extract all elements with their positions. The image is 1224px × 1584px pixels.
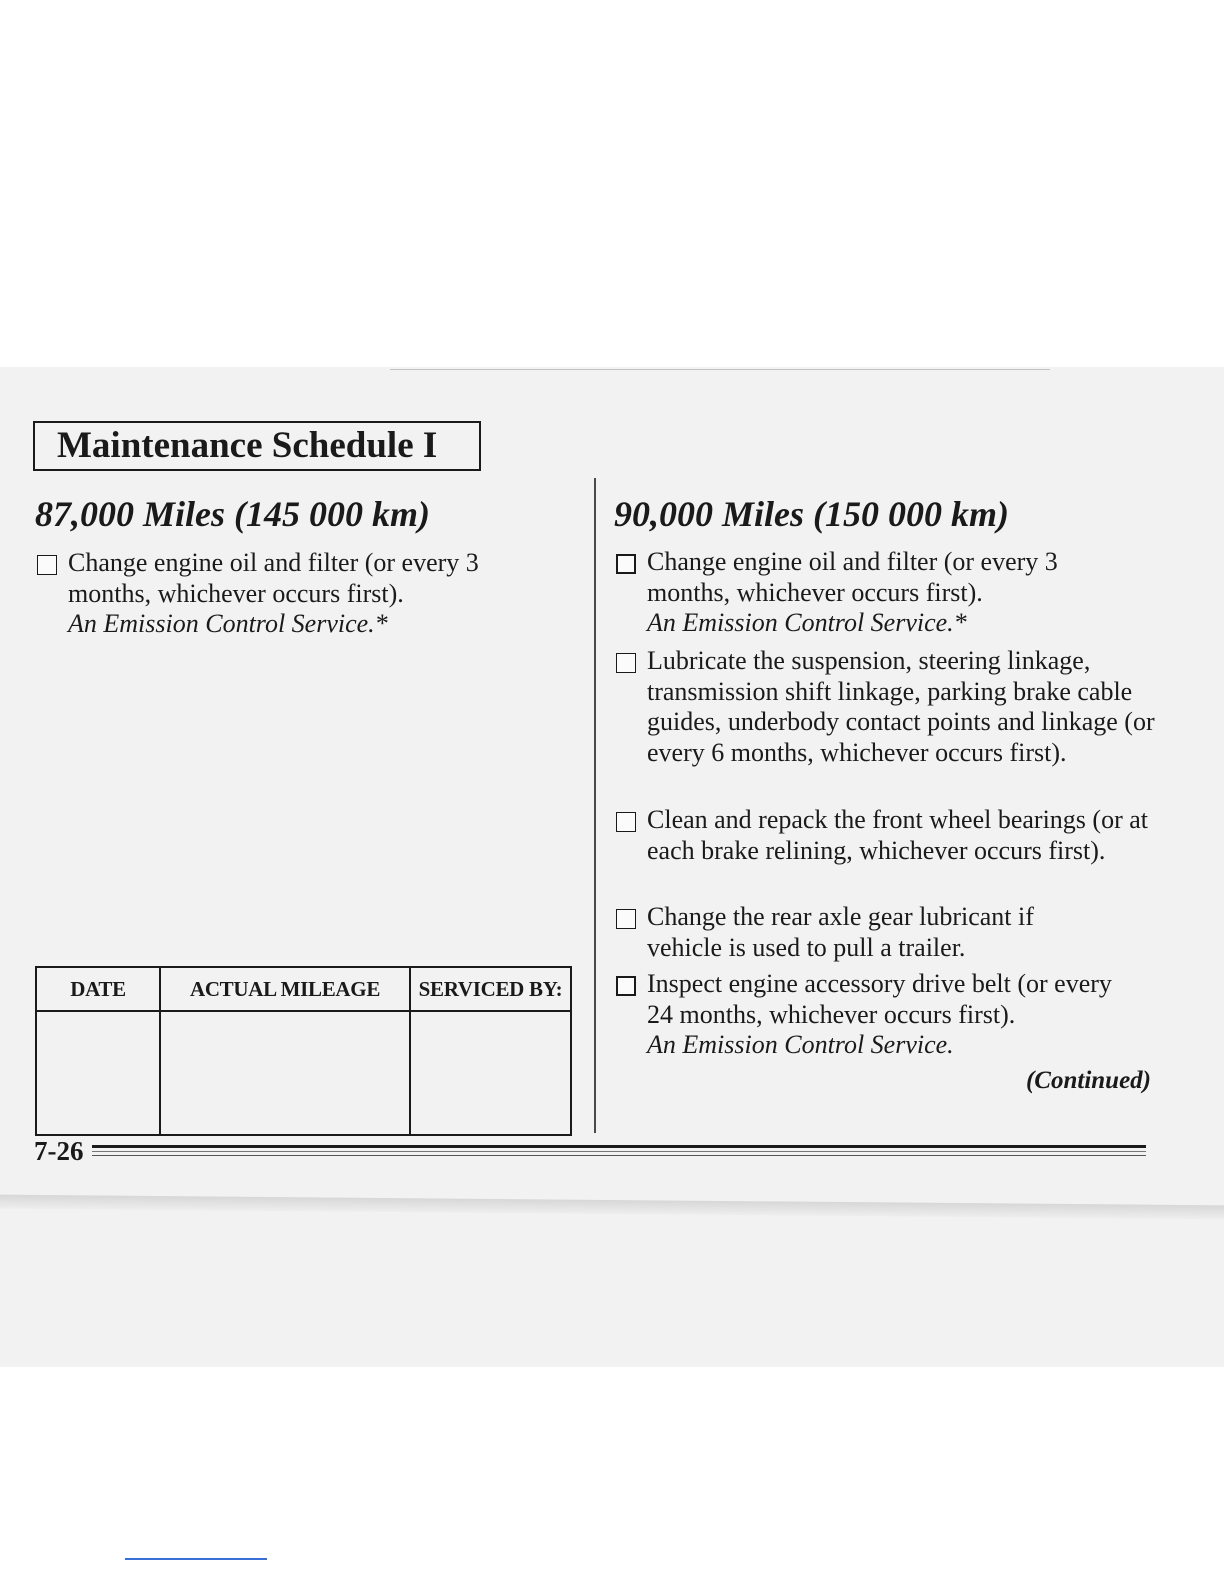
left-section-heading: 87,000 Miles (145 000 km) xyxy=(35,494,430,534)
item-text: Inspect engine accessory drive belt (or every 24 months, whichever occurs first). xyxy=(647,969,1112,1029)
continued-label: (Continued) xyxy=(1025,1067,1151,1094)
checkbox-icon[interactable] xyxy=(616,976,636,996)
footer-rule xyxy=(92,1145,1146,1156)
checkbox-icon[interactable] xyxy=(616,909,636,929)
date-column-header: DATE xyxy=(36,967,160,1011)
right-checklist-item xyxy=(614,646,1159,768)
schedule-title: Maintenance Schedule I xyxy=(33,421,481,471)
item-text: Change engine oil and filter (or every 3 months, whichever occurs first). xyxy=(647,547,1058,607)
actual-mileage-cell[interactable] xyxy=(160,1011,410,1135)
serviced-by-column-header: SERVICED BY: xyxy=(410,967,571,1011)
right-section-heading: 90,000 Miles (150 000 km) xyxy=(614,494,1009,534)
actual-mileage-column-header: ACTUAL MILEAGE xyxy=(160,967,410,1011)
right-checklist-item xyxy=(614,902,1114,963)
page-edge-line xyxy=(390,369,1050,370)
column-divider xyxy=(594,478,596,1133)
page-number: 7-26 xyxy=(34,1136,84,1166)
serviced-by-cell[interactable] xyxy=(410,1011,571,1135)
item-note: An Emission Control Service. xyxy=(647,1030,954,1059)
date-cell[interactable] xyxy=(36,1011,160,1135)
service-record-table xyxy=(35,966,572,1136)
left-checklist-item xyxy=(35,548,535,640)
checkbox-icon[interactable] xyxy=(616,812,636,832)
item-text: Change engine oil and filter (or every 3 months, whichever occurs first). xyxy=(68,548,479,608)
item-note: An Emission Control Service.* xyxy=(647,608,967,637)
page-link-underline xyxy=(125,1558,267,1560)
item-text: Change the rear axle gear lubricant if vehicle is used to pull a trailer. xyxy=(647,902,1034,962)
checkbox-icon[interactable] xyxy=(616,554,636,574)
right-checklist-item xyxy=(614,547,1089,639)
right-checklist-item xyxy=(614,805,1159,866)
item-text: Clean and repack the front wheel bearings (or at each brake relining, whichever occurs first). xyxy=(647,805,1149,865)
item-note: An Emission Control Service.* xyxy=(68,609,388,638)
right-checklist-item xyxy=(614,969,1144,1061)
checkbox-icon[interactable] xyxy=(616,653,636,673)
item-text: Lubricate the suspension, steering linkage, transmission shift linkage, parking brake cable guides, underbody contact points and linkage (or every 6 months, whichever occurs first). xyxy=(647,646,1155,767)
checkbox-icon[interactable] xyxy=(37,555,57,575)
